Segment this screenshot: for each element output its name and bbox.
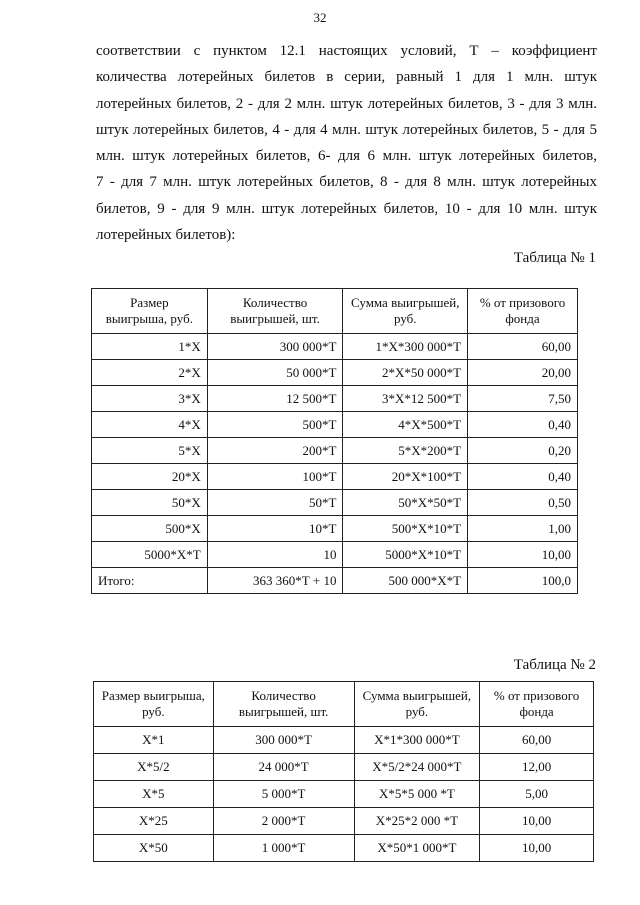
- table-row: [94, 808, 594, 835]
- table-cell: 1*Х: [92, 334, 208, 360]
- table-cell: 5,00: [480, 781, 594, 808]
- table-cell: 5*Х: [92, 438, 208, 464]
- paragraph-line: количества лотерейных билетов в серии, равный 1 для 1 млн. штук: [96, 69, 597, 86]
- column-header: Сумма выигрышей, руб.: [343, 289, 468, 334]
- table-cell: 200*Т: [207, 438, 343, 464]
- paragraph-line: млн. штук лотерейных билетов, 6- для 6 млн. штук лотерейных билетов,: [96, 148, 597, 165]
- table-cell: 5000*Х*10*Т: [343, 542, 468, 568]
- table-cell: 20*Х: [92, 464, 208, 490]
- table-cell: 0,40: [468, 412, 578, 438]
- table-2-caption: Таблица № 2: [513, 657, 596, 673]
- column-header: Размер выигрыша, руб.: [94, 682, 214, 727]
- table-row: [94, 835, 594, 862]
- table-cell: 300 000*Т: [207, 334, 343, 360]
- table-cell: 10,00: [468, 542, 578, 568]
- table-cell: Х*1*300 000*Т: [354, 727, 480, 754]
- table-cell: 50*Т: [207, 490, 343, 516]
- table-cell: 5 000*Т: [213, 781, 354, 808]
- paragraph-line: 7 - для 7 млн. штук лотерейных билетов, 8 - для 8 млн. штук лотерейных: [96, 174, 597, 191]
- table-cell: Х*50*1 000*Т: [354, 835, 480, 862]
- table-cell: 4*Х*500*Т: [343, 412, 468, 438]
- column-header: % от призового фонда: [468, 289, 578, 334]
- table-cell: 0,50: [468, 490, 578, 516]
- table-cell: 2*Х: [92, 360, 208, 386]
- table-cell: 20*Х*100*Т: [343, 464, 468, 490]
- table-cell: 50*Х: [92, 490, 208, 516]
- table-cell: Х*50: [94, 835, 214, 862]
- table-cell: Х*5/2*24 000*Т: [354, 754, 480, 781]
- total-cell: Итого:: [92, 568, 208, 594]
- column-header: Сумма выигрышей, руб.: [354, 682, 480, 727]
- table-cell: 10*Т: [207, 516, 343, 542]
- table-cell: 24 000*Т: [213, 754, 354, 781]
- table-cell: 100*Т: [207, 464, 343, 490]
- table-1-caption: Таблица № 1: [513, 250, 596, 266]
- table-cell: 1 000*Т: [213, 835, 354, 862]
- table-row: [94, 781, 594, 808]
- prize-table-1: [91, 288, 578, 594]
- table-cell: 50*Х*50*Т: [343, 490, 468, 516]
- table-cell: 10: [207, 542, 343, 568]
- table-cell: 50 000*Т: [207, 360, 343, 386]
- table-cell: 1*Х*300 000*Т: [343, 334, 468, 360]
- table-cell: 3*Х: [92, 386, 208, 412]
- table-row: [94, 754, 594, 781]
- table-cell: Х*5: [94, 781, 214, 808]
- paragraph-line: штук лотерейных билетов, 4 - для 4 млн. штук лотерейных билетов, 5 - для 5: [96, 121, 597, 138]
- column-header: Количество выигрышей, шт.: [207, 289, 343, 334]
- table-cell: 5000*Х*Т: [92, 542, 208, 568]
- table-cell: Х*1: [94, 727, 214, 754]
- column-header: Размер выигрыша, руб.: [92, 289, 208, 334]
- table-cell: 0,40: [468, 464, 578, 490]
- table-cell: Х*5/2: [94, 754, 214, 781]
- table-cell: Х*25*2 000 *Т: [354, 808, 480, 835]
- table-cell: 12,00: [480, 754, 594, 781]
- table-row: [92, 438, 578, 464]
- table-cell: 4*Х: [92, 412, 208, 438]
- table-cell: Х*5*5 000 *Т: [354, 781, 480, 808]
- table-cell: 500*Х: [92, 516, 208, 542]
- table-row: [92, 464, 578, 490]
- table-cell: 12 500*Т: [207, 386, 343, 412]
- table-cell: 500*Х*10*Т: [343, 516, 468, 542]
- table-cell: 20,00: [468, 360, 578, 386]
- table-cell: 300 000*Т: [213, 727, 354, 754]
- table-row: [92, 542, 578, 568]
- table-cell: 5*Х*200*Т: [343, 438, 468, 464]
- page-number: 32: [313, 10, 327, 25]
- column-header: Количество выигрышей, шт.: [213, 682, 354, 727]
- body-paragraph: [96, 38, 597, 248]
- table-row: [92, 386, 578, 412]
- table-cell: Х*25: [94, 808, 214, 835]
- paragraph-line: соответствии с пунктом 12.1 настоящих условий, Т – коэффициент: [96, 43, 597, 59]
- table-cell: 3*Х*12 500*Т: [343, 386, 468, 412]
- total-cell: 363 360*Т + 10: [207, 568, 343, 594]
- table-row: [92, 360, 578, 386]
- prize-table-2: [93, 681, 594, 862]
- table-cell: 7,50: [468, 386, 578, 412]
- total-cell: 100,0: [468, 568, 578, 594]
- table-cell: 0,20: [468, 438, 578, 464]
- table-cell: 60,00: [468, 334, 578, 360]
- total-row: [92, 568, 578, 594]
- table-cell: 1,00: [468, 516, 578, 542]
- paragraph-line: лотерейных билетов, 2 - для 2 млн. штук лотерейных билетов, 3 - для 3 млн.: [96, 95, 597, 112]
- table-row: [92, 490, 578, 516]
- table-cell: 10,00: [480, 808, 594, 835]
- table-row: [92, 412, 578, 438]
- table-header-row: [94, 682, 594, 727]
- table-cell: 60,00: [480, 727, 594, 754]
- table-header-row: [92, 289, 578, 334]
- table-row: [94, 727, 594, 754]
- table-cell: 2*Х*50 000*Т: [343, 360, 468, 386]
- table-row: [92, 516, 578, 542]
- table-row: [92, 334, 578, 360]
- table-cell: 2 000*Т: [213, 808, 354, 835]
- table-cell: 500*Т: [207, 412, 343, 438]
- paragraph-line: лотерейных билетов):: [96, 227, 236, 244]
- paragraph-line: билетов, 9 - для 9 млн. штук лотерейных билетов, 10 - для 10 млн. штук: [96, 200, 597, 217]
- table-cell: 10,00: [480, 835, 594, 862]
- column-header: % от призового фонда: [480, 682, 594, 727]
- total-cell: 500 000*Х*Т: [343, 568, 468, 594]
